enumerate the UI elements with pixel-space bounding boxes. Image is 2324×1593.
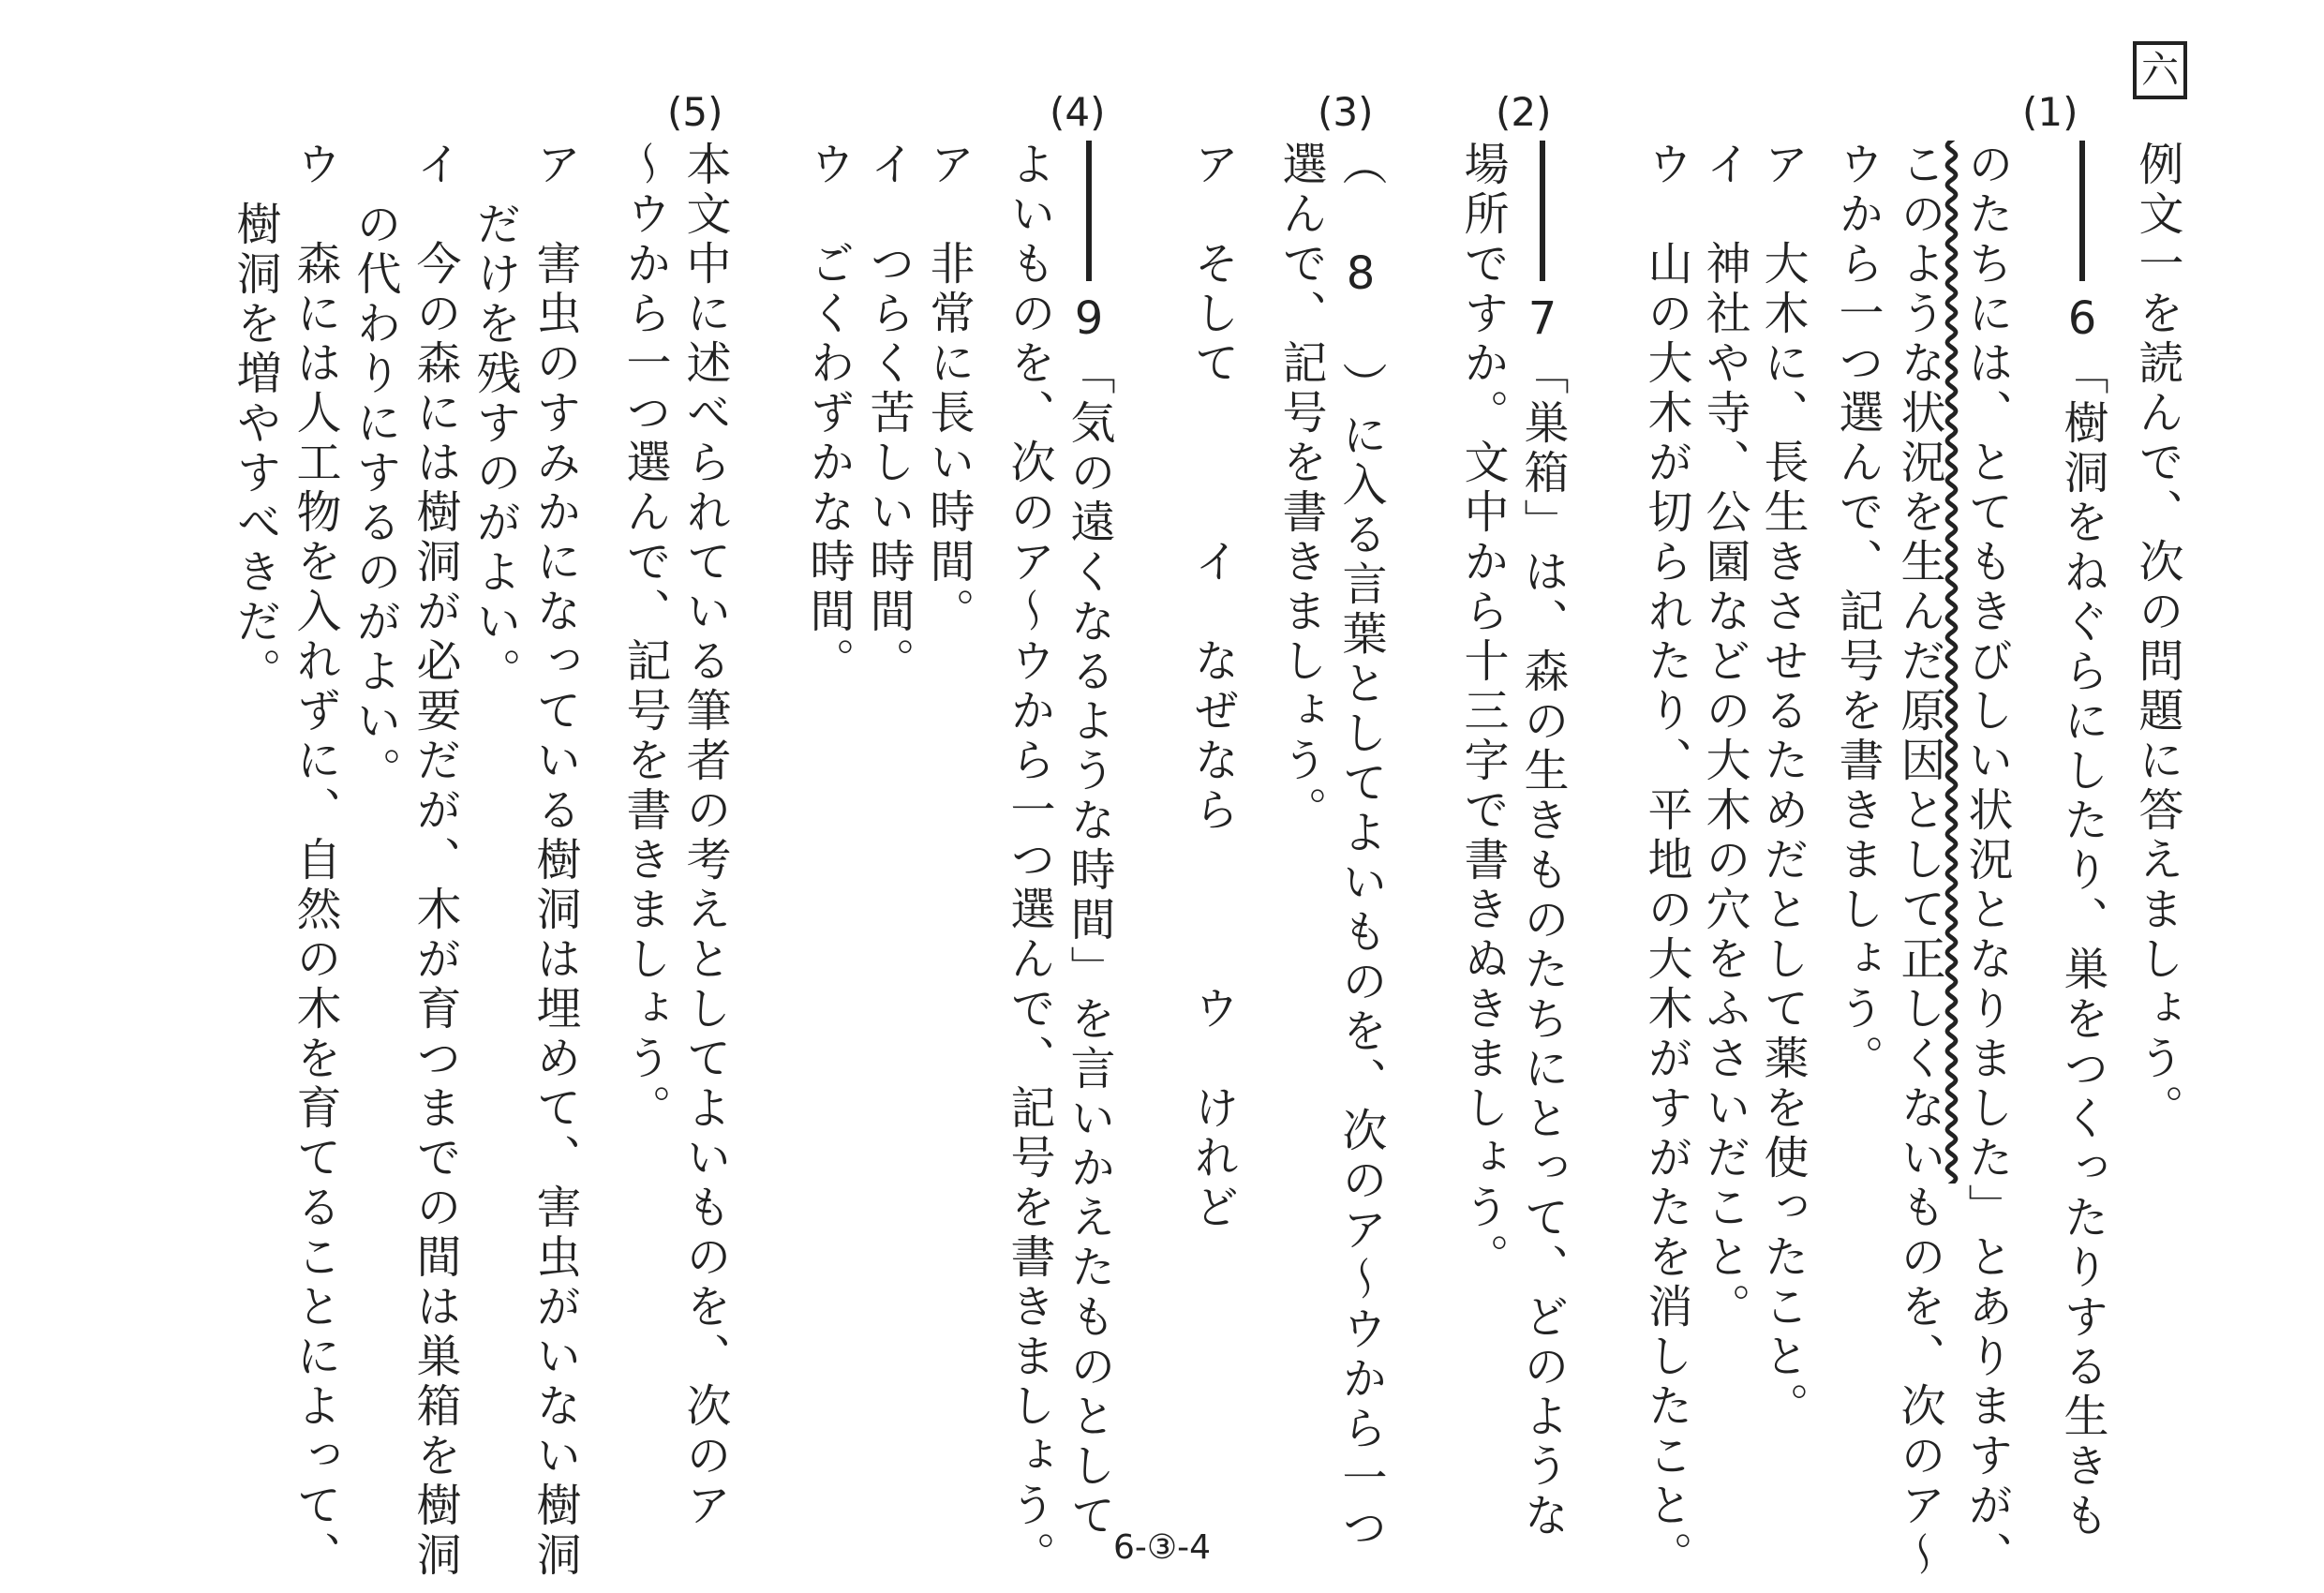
q5-option-b: イ 今の森には樹洞が必要だが、木が育つまでの間は巣箱を樹洞 bbox=[409, 141, 461, 1581]
q1-text-line3: このような状況を生んだ原因として正しくないものを、次のア～ bbox=[1893, 141, 1945, 1581]
q2-line1-text: 7「巣箱」は、森の生きものたちにとって、どのような bbox=[1516, 292, 1569, 1541]
q5-option-c: ウ 森には人工物を入れずに、自然の木を育てることによって、 bbox=[289, 141, 341, 1581]
q5-number: (5) bbox=[667, 89, 723, 135]
q1-option-c: ウ 山の大木が切られたり、平地の大木がすがたを消したこと。 bbox=[1640, 141, 1692, 1581]
q5-option-a: ア 害虫のすみかになっている樹洞は埋めて、害虫がいない樹洞 bbox=[529, 141, 581, 1581]
q5-option-c-cont: 樹洞を増やすべきだ。 bbox=[229, 201, 281, 697]
q1-option-a: ア 大木に、長生きさせるためだとして薬を使ったこと。 bbox=[1756, 141, 1809, 1432]
q1-line2-tail: 」とありますが、 bbox=[1960, 1184, 2013, 1581]
section-label: 六 bbox=[2133, 41, 2187, 99]
q4-line1-text: 9「気の遠くなるような時間」を言いかえたものとして bbox=[1063, 292, 1115, 1541]
q5-option-a-cont: だけを残すのがよい。 bbox=[469, 201, 521, 697]
page-number: 6-③-4 bbox=[1112, 1528, 1212, 1567]
underline-mark bbox=[2079, 141, 2085, 281]
q5-text-line2: ～ウから一つ選んで、記号を書きましょう。 bbox=[618, 141, 671, 1134]
q4-text-line2: よいものを、次のア～ウから一つ選んで、記号を書きましょう。 bbox=[1003, 141, 1055, 1581]
underline-mark bbox=[1540, 141, 1545, 281]
q5-option-b-cont: の代わりにするのがよい。 bbox=[349, 201, 401, 796]
q4-option-a: ア 非常に長い時間。 bbox=[922, 141, 975, 637]
wavy-underlined-phrase: のたちには、とてもきびしい状況となりました bbox=[1960, 141, 2013, 1184]
q3-text-line1: （ 8 ）に入る言葉としてよいものを、次のア～ウから一つ bbox=[1334, 141, 1387, 1554]
q4-text-line1 bbox=[1059, 141, 1119, 1541]
q5-text-line1: 本文中に述べられている筆者の考えとしてよいものを、次のア bbox=[678, 141, 731, 1531]
q1-text-line4: ウから一つ選んで、記号を書きましょう。 bbox=[1831, 141, 1884, 1084]
q1-text-line2 bbox=[1957, 141, 2017, 1581]
q2-text-line1 bbox=[1512, 141, 1572, 1541]
q1-text-line1 bbox=[2052, 141, 2112, 1541]
q1-line1-text: 6「樹洞をねぐらにしたり、巣をつくったりする生きも bbox=[2056, 292, 2108, 1541]
intro-text: 例文一を読んで、次の問題に答えましょう。 bbox=[2131, 141, 2183, 1134]
q2-number: (2) bbox=[1496, 89, 1552, 135]
q2-text-line2: 場所ですか。文中から十三字で書きぬきましょう。 bbox=[1456, 141, 1509, 1283]
q3-text-line2: 選んで、記号を書きましょう。 bbox=[1274, 141, 1327, 836]
q3-number: (3) bbox=[1318, 89, 1374, 135]
q1-number: (1) bbox=[2022, 89, 2078, 135]
q4-number: (4) bbox=[1050, 89, 1106, 135]
q4-option-c: ウ ごくわずかな時間。 bbox=[802, 141, 855, 687]
q4-option-b: イ つらく苦しい時間。 bbox=[862, 141, 915, 687]
q1-option-b: イ 神社や寺、公園などの大木の穴をふさいだこと。 bbox=[1698, 141, 1750, 1332]
underline-mark bbox=[1086, 141, 1092, 281]
q3-options: ア そして イ なぜなら ウ けれど bbox=[1186, 141, 1239, 1233]
